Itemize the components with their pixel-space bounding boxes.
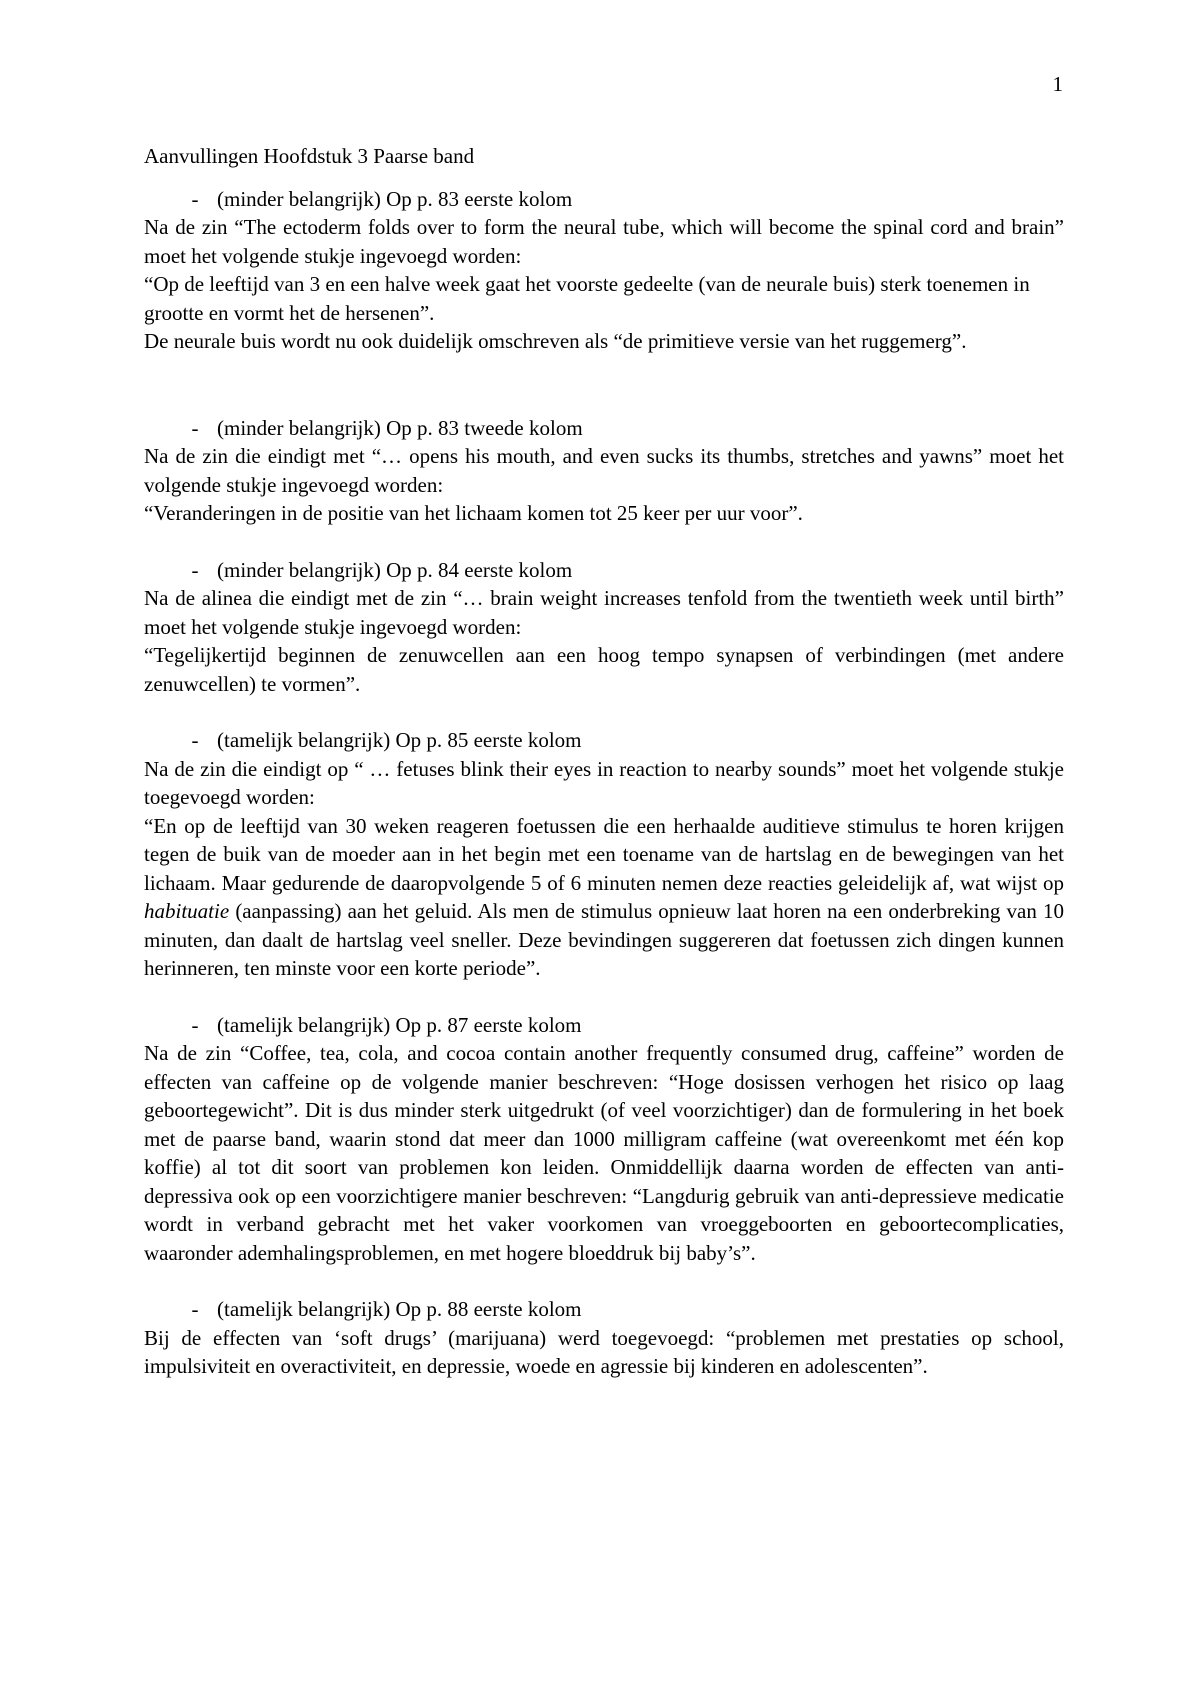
section-heading-text: (minder belangrijk) Op p. 83 eerste kolom <box>217 186 573 211</box>
section-heading-text: (tamelijk belangrijk) Op p. 88 eerste kolom <box>217 1297 582 1321</box>
section-heading-text: (tamelijk belangrijk) Op p. 85 eerste kolom <box>217 728 582 752</box>
section-heading-text: (minder belangrijk) Op p. 83 tweede kolom <box>217 415 583 440</box>
section-heading <box>144 1011 1064 1040</box>
bullet-dash: - <box>191 1012 199 1037</box>
section-heading <box>144 1295 1064 1324</box>
section-p88-col1 <box>144 1295 1064 1381</box>
section-heading-text: (tamelijk belangrijk) Op p. 87 eerste kolom <box>217 1012 582 1037</box>
section-heading-text: (minder belangrijk) Op p. 84 eerste kolom <box>217 557 573 582</box>
paragraph: Na de zin die eindigt op “ … fetuses blink their eyes in reaction to nearby sounds” moet het volgende stukje toegevoegd worden: <box>144 756 1064 809</box>
quote-paragraph: “Op de leeftijd van 3 en een halve week gaat het voorste gedeelte (van de neurale buis) sterk toenemen in grootte en vormt het de hersenen”. <box>144 272 1030 325</box>
paragraph: Na de zin “Coffee, tea, cola, and cocoa contain another frequently consumed drug, caffeine” worden de effecten van caffeine op de volgende manier beschreven: “Hoge dosissen verhogen het risico op laag geboortegewicht”. Dit is dus minder sterk uitgedrukt (of veel voorzichtiger) dan de formulering in het boek met de paarse band, waarin stond dat meer dan 1000 milligram caffeine (wat overeenkomt met één kop koffie) al tot dit soort van problemen kon leiden. Onmiddellijk daarna worden de effecten van anti-depressiva ook op een voorzichtigere manier beschreven: “Langdurig gebruik van anti-depressieve medicatie wordt in verband gebracht met het vaker voorkomen van vroeggeboorten en geboortecomplicaties, waaronder ademhalingsproblemen, en met hogere bloeddruk bij baby’s”. <box>144 1041 1064 1265</box>
bullet-dash: - <box>191 186 199 211</box>
quote-text-end: (aanpassing) aan het geluid. Als men de stimulus opnieuw laat horen na een onderbreking van 10 minuten, dan daalt de hartslag veel sneller. Deze bevindingen suggereren dat foetussen zich dingen kunnen herinneren, ten minste voor een korte periode”. <box>144 899 1064 980</box>
quote-paragraph <box>144 812 1064 983</box>
section-p85-col1 <box>144 726 1064 983</box>
paragraph: Na de zin die eindigt met “… opens his mouth, and even sucks its thumbs, stretches and yawns” moet het volgende stukje ingevoegd worden: <box>144 444 1064 497</box>
section-heading <box>144 556 1064 585</box>
quote-paragraph: “Veranderingen in de positie van het lichaam komen tot 25 keer per uur voor”. <box>144 501 803 525</box>
section-heading <box>144 414 1064 443</box>
bullet-dash: - <box>191 728 199 752</box>
paragraph: Bij de effecten van ‘soft drugs’ (marijuana) werd toegevoegd: “problemen met prestaties op school, impulsiviteit en overactiviteit, en depressie, woede en agressie bij kinderen en adolescenten”. <box>144 1325 1064 1378</box>
page-number: 1 <box>1052 72 1063 96</box>
section-heading <box>144 185 1064 214</box>
paragraph: De neurale buis wordt nu ook duidelijk omschreven als “de primitieve versie van het ruggemerg”. <box>144 329 967 353</box>
paragraph: Na de zin “The ectoderm folds over to form the neural tube, which will become the spinal cord and brain” moet het volgende stukje ingevoegd worden: <box>144 215 1064 268</box>
document-body <box>144 142 1064 1381</box>
section-p83-col2 <box>144 414 1064 528</box>
emphasized-term: habituatie <box>144 899 230 923</box>
quote-text-start: “En op de leeftijd van 30 weken reageren foetussen die een herhaalde auditieve stimulus te horen krijgen tegen de buik van de moeder aan in het begin met een toename van de hartslag en de bewegingen van het lichaam. Maar gedurende de daaropvolgende 5 of 6 minuten nemen deze reacties geleidelijk af, wat wijst op <box>144 813 1064 895</box>
document-title: Aanvullingen Hoofdstuk 3 Paarse band <box>144 144 475 168</box>
paragraph: Na de alinea die eindigt met de zin “… brain weight increases tenfold from the twentieth week until birth” moet het volgende stukje ingevoegd worden: <box>144 586 1064 639</box>
section-p83-col1 <box>144 185 1064 356</box>
bullet-dash: - <box>191 557 199 582</box>
section-p84-col1 <box>144 556 1064 699</box>
section-heading <box>144 726 1064 755</box>
bullet-dash: - <box>191 1297 199 1321</box>
section-p87-col1 <box>144 1011 1064 1268</box>
quote-paragraph: “Tegelijkertijd beginnen de zenuwcellen aan een hoog tempo synapsen of verbindingen (met andere zenuwcellen) te vormen”. <box>144 643 1064 696</box>
bullet-dash: - <box>191 415 199 440</box>
